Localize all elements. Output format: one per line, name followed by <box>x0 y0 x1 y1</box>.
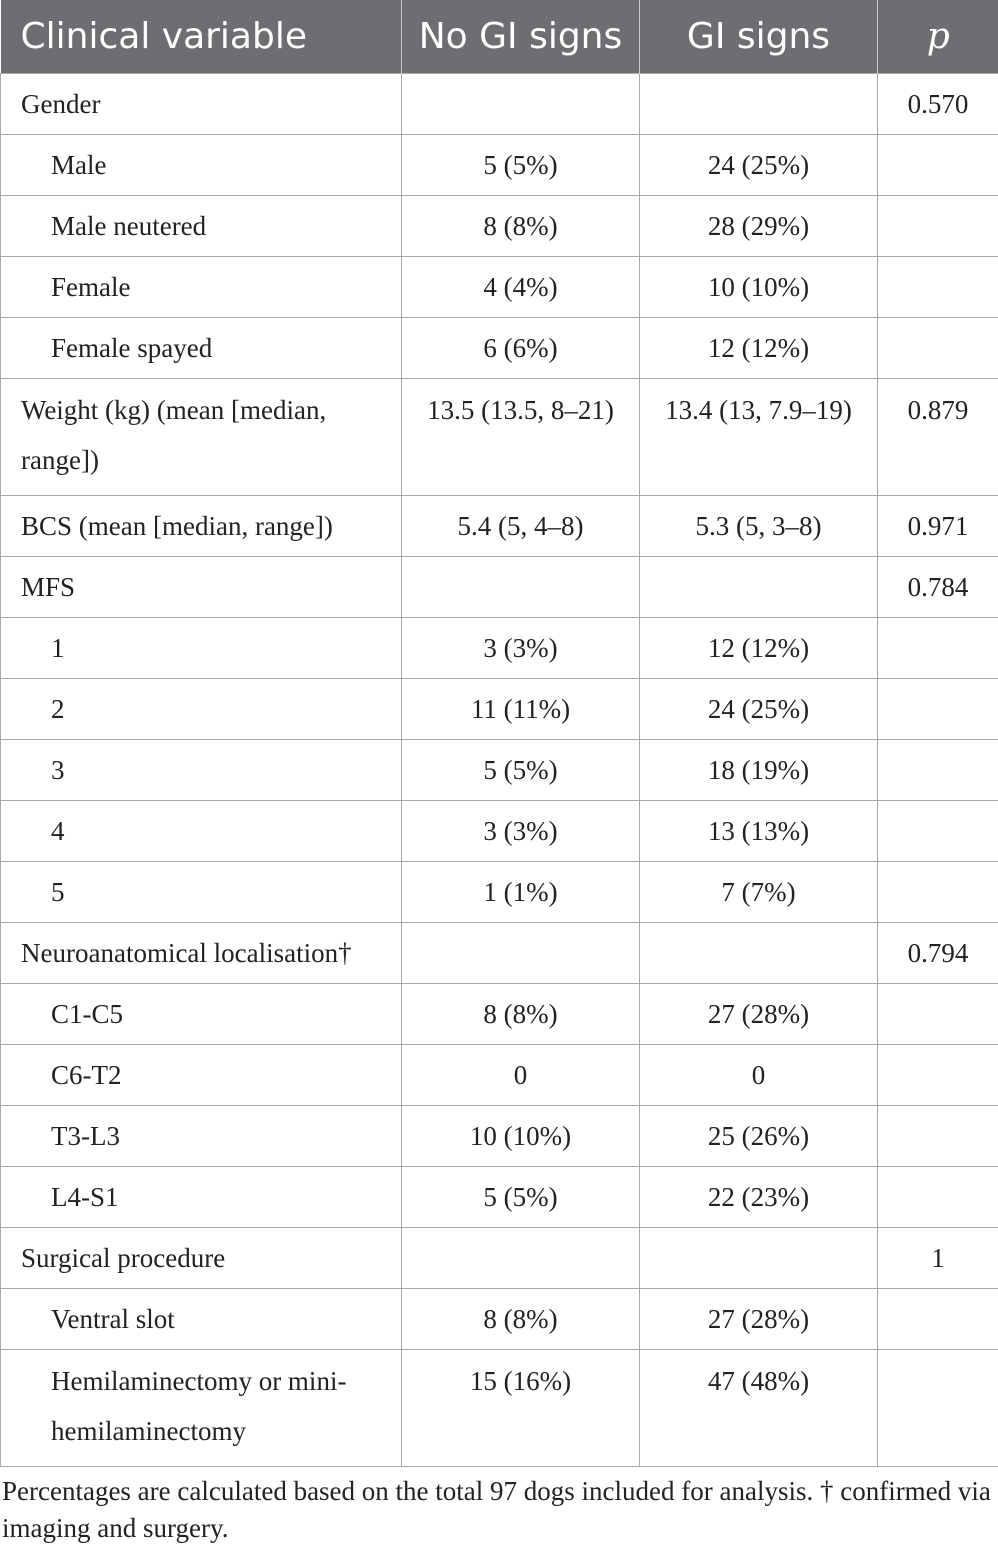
no-gi-signs-cell <box>402 557 640 618</box>
gi-signs-cell: 10 (10%) <box>640 257 878 318</box>
table-body <box>1 74 998 1467</box>
p-value-cell: 0.794 <box>878 923 998 984</box>
gi-signs-cell: 5.3 (5, 3–8) <box>640 496 878 557</box>
p-value-cell: 0.570 <box>878 74 998 135</box>
row-label: Male neutered <box>1 196 402 257</box>
table-row <box>1 862 998 923</box>
row-label: 2 <box>1 679 402 740</box>
row-label: Hemilaminectomy or mini-hemilaminectomy <box>1 1350 402 1467</box>
no-gi-signs-cell: 3 (3%) <box>402 801 640 862</box>
no-gi-signs-cell: 4 (4%) <box>402 257 640 318</box>
p-value-cell <box>878 801 998 862</box>
no-gi-signs-cell: 8 (8%) <box>402 984 640 1045</box>
p-value-cell <box>878 257 998 318</box>
row-label: Gender <box>1 74 402 135</box>
gi-signs-cell: 13 (13%) <box>640 801 878 862</box>
gi-signs-cell: 13.4 (13, 7.9–19) <box>640 379 878 496</box>
row-label: 3 <box>1 740 402 801</box>
row-label: 1 <box>1 618 402 679</box>
no-gi-signs-cell: 11 (11%) <box>402 679 640 740</box>
gi-signs-cell <box>640 1228 878 1289</box>
table-row <box>1 496 998 557</box>
row-label: Female <box>1 257 402 318</box>
p-value-cell <box>878 1045 998 1106</box>
gi-signs-cell: 7 (7%) <box>640 862 878 923</box>
table-row <box>1 679 998 740</box>
table-row <box>1 740 998 801</box>
row-label: Female spayed <box>1 318 402 379</box>
no-gi-signs-cell: 3 (3%) <box>402 618 640 679</box>
row-label: MFS <box>1 557 402 618</box>
header-clinical-variable: Clinical variable <box>1 0 402 74</box>
p-value-cell <box>878 318 998 379</box>
row-label: C1-C5 <box>1 984 402 1045</box>
gi-signs-cell: 18 (19%) <box>640 740 878 801</box>
table-row <box>1 1106 998 1167</box>
gi-signs-cell: 28 (29%) <box>640 196 878 257</box>
p-value-cell <box>878 1289 998 1350</box>
table-header-row <box>1 0 998 74</box>
p-value-cell: 1 <box>878 1228 998 1289</box>
table-row <box>1 618 998 679</box>
gi-signs-cell: 12 (12%) <box>640 318 878 379</box>
p-value-cell <box>878 1350 998 1467</box>
gi-signs-cell: 22 (23%) <box>640 1167 878 1228</box>
row-label: Weight (kg) (mean [median, range]) <box>1 379 402 496</box>
gi-signs-cell: 27 (28%) <box>640 1289 878 1350</box>
row-label: L4-S1 <box>1 1167 402 1228</box>
p-value-cell: 0.784 <box>878 557 998 618</box>
table-row <box>1 1228 998 1289</box>
table-row <box>1 74 998 135</box>
p-value-cell <box>878 740 998 801</box>
gi-signs-cell: 12 (12%) <box>640 618 878 679</box>
no-gi-signs-cell: 5 (5%) <box>402 740 640 801</box>
table-footnote: Percentages are calculated based on the total 97 dogs included for analysis. † confirmed via imaging and surgery. <box>2 1476 991 1543</box>
no-gi-signs-cell: 10 (10%) <box>402 1106 640 1167</box>
row-label: 5 <box>1 862 402 923</box>
p-value-cell <box>878 196 998 257</box>
table-row <box>1 557 998 618</box>
gi-signs-cell: 0 <box>640 1045 878 1106</box>
table-row <box>1 923 998 984</box>
p-value-cell: 0.971 <box>878 496 998 557</box>
table-row <box>1 1289 998 1350</box>
no-gi-signs-cell: 1 (1%) <box>402 862 640 923</box>
gi-signs-cell: 27 (28%) <box>640 984 878 1045</box>
header-gi-signs: GI signs <box>640 0 878 74</box>
no-gi-signs-cell: 6 (6%) <box>402 318 640 379</box>
table-row <box>1 1167 998 1228</box>
no-gi-signs-cell: 15 (16%) <box>402 1350 640 1467</box>
gi-signs-cell: 47 (48%) <box>640 1350 878 1467</box>
no-gi-signs-cell <box>402 923 640 984</box>
table-row <box>1 379 998 496</box>
no-gi-signs-cell: 8 (8%) <box>402 196 640 257</box>
table-row <box>1 1045 998 1106</box>
row-label: BCS (mean [median, range]) <box>1 496 402 557</box>
p-value-cell <box>878 679 998 740</box>
row-label: Ventral slot <box>1 1289 402 1350</box>
table-row <box>1 196 998 257</box>
p-value-cell <box>878 618 998 679</box>
no-gi-signs-cell: 0 <box>402 1045 640 1106</box>
no-gi-signs-cell: 5 (5%) <box>402 1167 640 1228</box>
no-gi-signs-cell <box>402 74 640 135</box>
no-gi-signs-cell: 5 (5%) <box>402 135 640 196</box>
p-value-cell <box>878 135 998 196</box>
gi-signs-cell: 24 (25%) <box>640 135 878 196</box>
table-row <box>1 135 998 196</box>
no-gi-signs-cell: 13.5 (13.5, 8–21) <box>402 379 640 496</box>
header-p-value: p <box>878 0 998 74</box>
row-label: Surgical procedure <box>1 1228 402 1289</box>
table-row <box>1 984 998 1045</box>
no-gi-signs-cell: 8 (8%) <box>402 1289 640 1350</box>
row-label: Male <box>1 135 402 196</box>
gi-signs-cell <box>640 74 878 135</box>
p-value-cell <box>878 984 998 1045</box>
p-value-cell <box>878 1167 998 1228</box>
p-value-cell <box>878 1106 998 1167</box>
row-label: C6-T2 <box>1 1045 402 1106</box>
header-no-gi-signs: No GI signs <box>402 0 640 74</box>
p-value-cell: 0.879 <box>878 379 998 496</box>
no-gi-signs-cell <box>402 1228 640 1289</box>
row-label: Neuroanatomical localisation† <box>1 923 402 984</box>
gi-signs-cell: 24 (25%) <box>640 679 878 740</box>
gi-signs-cell: 25 (26%) <box>640 1106 878 1167</box>
row-label: 4 <box>1 801 402 862</box>
gi-signs-cell <box>640 557 878 618</box>
table-row <box>1 1350 998 1467</box>
no-gi-signs-cell: 5.4 (5, 4–8) <box>402 496 640 557</box>
row-label: T3-L3 <box>1 1106 402 1167</box>
gi-signs-cell <box>640 923 878 984</box>
table-row <box>1 801 998 862</box>
p-value-cell <box>878 862 998 923</box>
table-row <box>1 257 998 318</box>
table-row <box>1 318 998 379</box>
